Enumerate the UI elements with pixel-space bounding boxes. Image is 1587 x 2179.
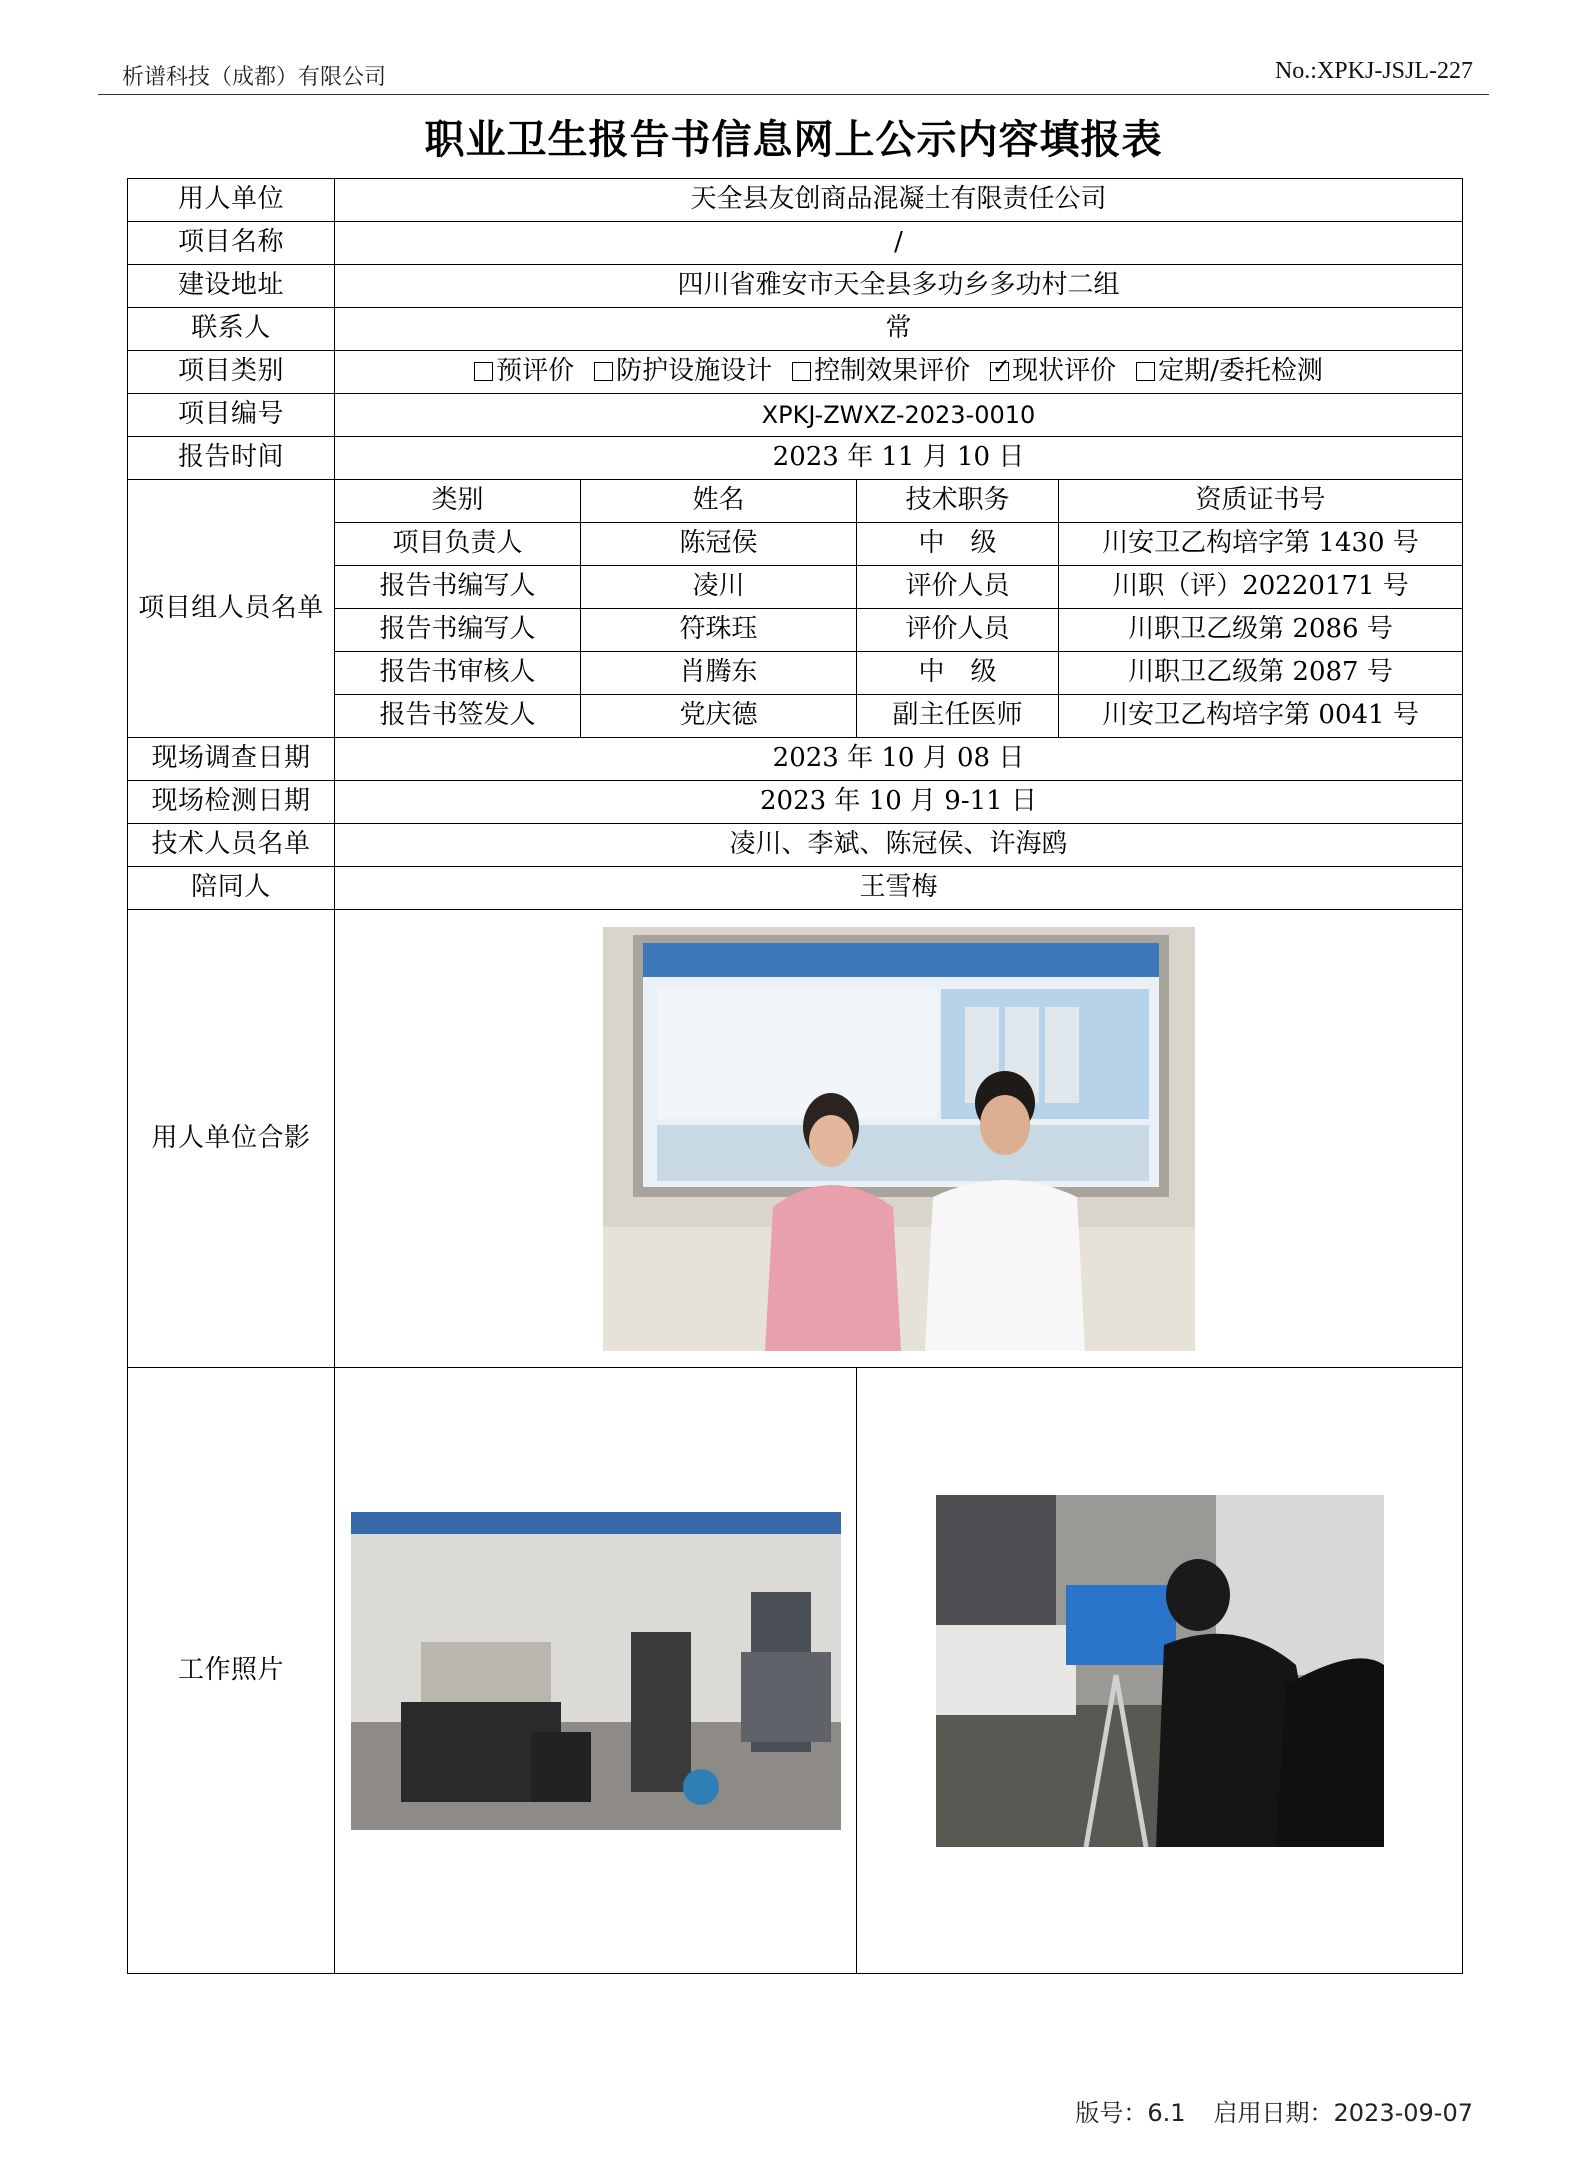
page-title: 职业卫生报告书信息网上公示内容填报表 bbox=[424, 117, 1163, 163]
value-survey-date: 2023 年 10 月 08 日 bbox=[335, 738, 1463, 781]
group-photo-cell bbox=[335, 910, 1463, 1368]
value-employer: 天全县友创商品混凝土有限责任公司 bbox=[335, 179, 1463, 222]
row-category bbox=[128, 351, 1463, 394]
category-option-control-effect[interactable]: 控制效果评价 bbox=[792, 356, 970, 387]
label-category: 项目类别 bbox=[128, 351, 335, 394]
row-employer bbox=[128, 179, 1463, 222]
value-test-date: 2023 年 10 月 9-11 日 bbox=[335, 781, 1463, 824]
team-name: 党庆德 bbox=[581, 695, 857, 738]
category-option-periodic-testing[interactable]: 定期/委托检测 bbox=[1136, 356, 1323, 387]
row-project-no bbox=[128, 394, 1463, 437]
label-technicians: 技术人员名单 bbox=[128, 824, 335, 867]
team-name: 肖腾东 bbox=[581, 652, 857, 695]
team-name: 陈冠侯 bbox=[581, 523, 857, 566]
team-name: 凌川 bbox=[581, 566, 857, 609]
team-header-row bbox=[128, 480, 1463, 523]
team-col-cert: 资质证书号 bbox=[1059, 480, 1463, 523]
row-work-photos bbox=[128, 1368, 1463, 1974]
label-project-no: 项目编号 bbox=[128, 394, 335, 437]
effective-date: 启用日期：2023-09-07 bbox=[1213, 2099, 1473, 2127]
category-options bbox=[335, 351, 1463, 394]
label-work-photos: 工作照片 bbox=[128, 1368, 335, 1974]
category-option-protection-design[interactable]: 防护设施设计 bbox=[594, 356, 772, 387]
value-report-date: 2023 年 11 月 10 日 bbox=[335, 437, 1463, 480]
team-cert: 川职卫乙级第 2086 号 bbox=[1059, 609, 1463, 652]
checkbox-icon[interactable] bbox=[474, 362, 493, 381]
team-title: 评价人员 bbox=[857, 566, 1059, 609]
work-photo-testing-image bbox=[936, 1495, 1384, 1847]
team-col-title: 技术职务 bbox=[857, 480, 1059, 523]
row-escort bbox=[128, 867, 1463, 910]
value-contact: 常 bbox=[335, 308, 1463, 351]
group-photo-image bbox=[603, 927, 1195, 1351]
header-divider bbox=[98, 94, 1489, 95]
work-photo-cell-1 bbox=[335, 1368, 857, 1974]
value-escort: 王雪梅 bbox=[335, 867, 1463, 910]
label-employer: 用人单位 bbox=[128, 179, 335, 222]
company-name: 析谱科技（成都）有限公司 bbox=[122, 65, 387, 90]
value-project-name: / bbox=[335, 222, 1463, 265]
row-project-name bbox=[128, 222, 1463, 265]
label-address: 建设地址 bbox=[128, 265, 335, 308]
team-cert: 川安卫乙构培字第 0041 号 bbox=[1059, 695, 1463, 738]
checkbox-icon[interactable] bbox=[1136, 362, 1155, 381]
document-number: No.:XPKJ-JSJL-227 bbox=[1274, 58, 1473, 84]
label-project-name: 项目名称 bbox=[128, 222, 335, 265]
row-technicians bbox=[128, 824, 1463, 867]
footer-version-info bbox=[1047, 2093, 1473, 2128]
category-option-status-evaluation[interactable]: ✓ 现状评价 bbox=[990, 356, 1116, 387]
label-escort: 陪同人 bbox=[128, 867, 335, 910]
team-title: 中 级 bbox=[857, 523, 1059, 566]
row-group-photo bbox=[128, 910, 1463, 1368]
checkbox-icon[interactable] bbox=[792, 362, 811, 381]
disclosure-form-table bbox=[127, 178, 1463, 1974]
value-project-no: XPKJ-ZWXZ-2023-0010 bbox=[335, 394, 1463, 437]
team-role: 报告书编写人 bbox=[335, 609, 581, 652]
work-photo-lab-image bbox=[351, 1512, 841, 1830]
row-test-date bbox=[128, 781, 1463, 824]
label-report-date: 报告时间 bbox=[128, 437, 335, 480]
team-col-role: 类别 bbox=[335, 480, 581, 523]
row-survey-date bbox=[128, 738, 1463, 781]
team-cert: 川安卫乙构培字第 1430 号 bbox=[1059, 523, 1463, 566]
team-cert: 川职（评）20220171 号 bbox=[1059, 566, 1463, 609]
label-survey-date: 现场调查日期 bbox=[128, 738, 335, 781]
row-address bbox=[128, 265, 1463, 308]
team-role: 报告书审核人 bbox=[335, 652, 581, 695]
team-role: 项目负责人 bbox=[335, 523, 581, 566]
team-title: 评价人员 bbox=[857, 609, 1059, 652]
row-report-date bbox=[128, 437, 1463, 480]
team-title: 副主任医师 bbox=[857, 695, 1059, 738]
team-role: 报告书签发人 bbox=[335, 695, 581, 738]
team-title: 中 级 bbox=[857, 652, 1059, 695]
category-option-pre-evaluation[interactable]: 预评价 bbox=[474, 356, 574, 387]
team-role: 报告书编写人 bbox=[335, 566, 581, 609]
value-technicians: 凌川、李斌、陈冠侯、许海鸥 bbox=[335, 824, 1463, 867]
work-photo-testing bbox=[936, 1495, 1384, 1847]
label-test-date: 现场检测日期 bbox=[128, 781, 335, 824]
row-contact bbox=[128, 308, 1463, 351]
checked-checkbox-icon[interactable] bbox=[990, 362, 1009, 381]
team-name: 符珠珏 bbox=[581, 609, 857, 652]
team-cert: 川职卫乙级第 2087 号 bbox=[1059, 652, 1463, 695]
label-team: 项目组人员名单 bbox=[128, 480, 335, 738]
value-address: 四川省雅安市天全县多功乡多功村二组 bbox=[335, 265, 1463, 308]
version-number: 版号：6.1 bbox=[1075, 2099, 1186, 2127]
work-photo-cell-2 bbox=[857, 1368, 1463, 1974]
group-photo bbox=[603, 927, 1195, 1351]
checkbox-icon[interactable] bbox=[594, 362, 613, 381]
label-group-photo: 用人单位合影 bbox=[128, 910, 335, 1368]
label-contact: 联系人 bbox=[128, 308, 335, 351]
team-col-name: 姓名 bbox=[581, 480, 857, 523]
work-photo-lab bbox=[351, 1512, 841, 1830]
